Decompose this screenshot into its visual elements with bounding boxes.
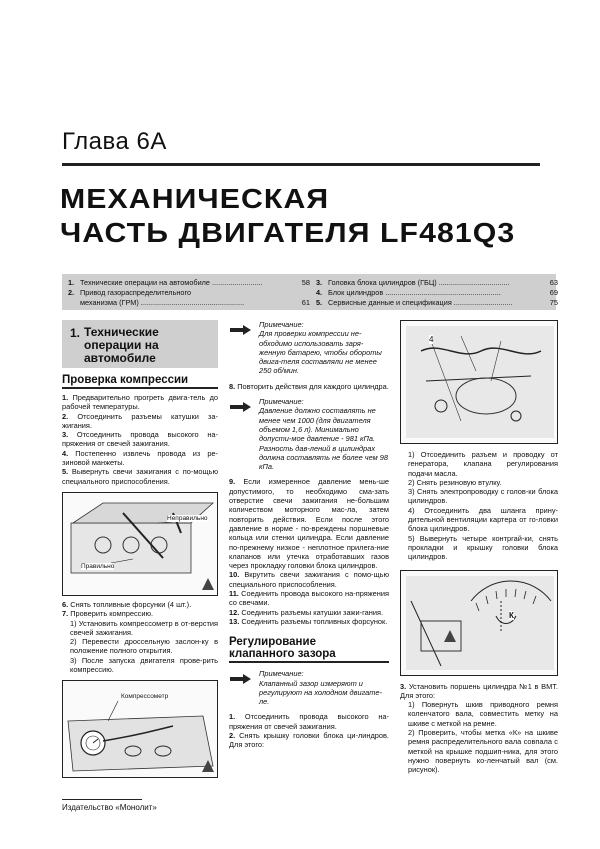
toc-text: Привод газораспределительного	[80, 288, 192, 297]
heading-line: клапанного зазора	[229, 648, 336, 661]
sub-step: 1) Установить компрессометр в от-верстия свечей зажигания.	[70, 618, 218, 637]
chapter-label: Глава 6А	[62, 128, 167, 155]
sub-step: 2) Снять резиновую втулку.	[408, 477, 502, 487]
page-title	[60, 182, 515, 250]
section-title	[84, 326, 159, 365]
toc-page: 69	[549, 288, 558, 297]
list-item: 2. Отсоединить разъемы катушки за-жигания.	[62, 411, 218, 430]
title-line-2: ЧАСТЬ ДВИГАТЕЛЯ LF481Q3	[60, 217, 516, 248]
note-label: Примечание:	[259, 397, 304, 407]
figure-cylinder-head-cover	[400, 320, 558, 444]
list-item: 1. Отсоединить провода высокого на-пряжения от свечей зажигания.	[229, 712, 389, 731]
heading-line: Регулирование	[229, 636, 316, 649]
sub-step: 1) Повернуть шкив приводного ремня коленчатого вала, совместить метку на шкиве с меткой на ремне.	[408, 700, 558, 728]
list-item: 10. Вкрутить свечи зажигания с помо-щью специального приспособления.	[229, 570, 389, 589]
toc-num: 2.	[68, 288, 75, 297]
note-block	[229, 669, 389, 706]
toc-page: 63	[549, 278, 558, 287]
note-text: Давление должно составлять не менее чем 1000 (для двигателя объемом 1,6 л). Минимально допусти-мое давление - 981 кПа. Разность дав-лений в цилиндрах должна составлять не более чем 98 кПа.	[259, 406, 388, 472]
table-of-contents	[62, 274, 556, 310]
toc-num: 3.	[316, 278, 323, 287]
note-label: Примечание:	[259, 669, 304, 679]
toc-num: 1.	[68, 278, 75, 287]
sub-step: 5) Вывернуть четыре контргай-ки, снять прокладки и крышку головки блока цилиндров.	[408, 533, 558, 562]
toc-item[interactable]	[68, 298, 310, 308]
title-line-1: МЕХАНИЧЕСКАЯ	[60, 183, 330, 214]
footer-publisher: Издательство «Монолит»	[62, 803, 157, 812]
toc-text: Технические операции на автомобиле .........................	[80, 278, 263, 287]
pointing-hand-icon	[229, 322, 253, 338]
note-text: Для проверки компрессии не-обходимо использовать заря-женную батарею, чтобы обороты двига-теля составляли не менее 250 об/мин.	[259, 329, 382, 376]
list-item: 9. Если измеренное давление мень-ше допустимого, то необходимо сма-зать отверстие свечи зажигания не-большим количеством моторного мас-ла, затем повторить действия. Если после этого давление в норме - по-вреждены поршневые кольца или стенки цилиндра. Если давление по-прежнему низкое - неплотное прилега-ние клапанов или утечка отработавших газов через прокладку головки блока цилиндров.	[229, 477, 389, 571]
engine-wiring-illustration	[401, 321, 558, 443]
toc-item[interactable]	[68, 288, 310, 298]
toc-item[interactable]	[316, 298, 558, 308]
column-3	[400, 320, 558, 775]
section-title-line: автомобиле	[84, 351, 156, 365]
toc-text: Головка блока цилиндров (ГБЦ) ...................................	[328, 278, 510, 287]
sub-step: 3) После запуска двигателя прове-рить компрессию.	[70, 655, 218, 675]
column-2	[229, 320, 389, 750]
toc-item[interactable]	[316, 288, 558, 298]
toc-text: механизма (ГРМ) ...................................................	[80, 298, 245, 307]
list-item: 5. Вывернуть свечи зажигания с по-мощью специального приспособления.	[62, 467, 218, 486]
column-1	[62, 320, 218, 778]
engine-illustration	[63, 493, 218, 595]
note-text: Клапанный зазор измеряют и регулируют на холодном двигате-ле.	[259, 678, 382, 707]
timing-mark-illustration	[401, 571, 558, 675]
list-item: 12. Соединить разъемы катушки зажи-гания.	[229, 607, 384, 617]
warning-triangle-icon	[201, 759, 215, 773]
sub-step: 2) Проверить, чтобы метка «К» на шкиве ремня распределительного вала совпала с меткой на крышке подшип-ника, для этого нужно повернуть ко-ленчатый вал (см. рисунок).	[408, 728, 558, 775]
sub-step: 3) Снять электропроводку с голов-ки блока цилиндров.	[408, 487, 558, 506]
section-title-line: операции на	[84, 338, 159, 352]
warning-triangle-icon	[201, 577, 215, 591]
note-label: Примечание:	[259, 320, 304, 329]
list-item: 6. Снять топливные форсунки (4 шт.).	[62, 599, 192, 609]
list-item: 3. Установить поршень цилиндра №1 в ВМТ. Для этого:	[400, 681, 558, 700]
figure-timing-mark	[400, 570, 558, 676]
toc-text: Блок цилиндров .........................................................	[328, 288, 501, 297]
toc-text: Сервисные данные и спецификация .............................	[328, 298, 513, 307]
sub-step: 4) Отсоединить два шланга прину-дительной вентиляции картера от го-ловки блока цилиндров.	[408, 505, 558, 534]
figure-label-right: Правильно	[81, 562, 115, 570]
subsection-heading	[229, 636, 389, 663]
figure-label-compressometer: Компрессометр	[121, 693, 169, 701]
note-block	[229, 320, 389, 376]
figure-spark-plug	[62, 492, 218, 596]
toc-page: 58	[301, 278, 310, 287]
toc-left-column	[68, 278, 310, 308]
pointing-hand-icon	[229, 399, 253, 415]
sub-step: 2) Перевести дроссельную заслон-ку в положение полного открытия.	[70, 637, 218, 656]
toc-page: 75	[549, 298, 558, 307]
footer-rule	[62, 799, 142, 800]
note-block	[229, 397, 389, 471]
figure-compressometer	[62, 680, 218, 778]
list-item: 4. Постепенно извлечь провода из ре-зиновой манжеты.	[62, 448, 218, 468]
toc-num: 4.	[316, 288, 323, 297]
list-item: 2. Снять крышку головки блока ци-линдров. Для этого:	[229, 730, 389, 750]
toc-page: 61	[301, 298, 310, 307]
list-item: 7. Проверить компрессию.	[62, 609, 154, 619]
warning-triangle-icon	[443, 629, 457, 643]
chapter-rule	[62, 163, 540, 166]
list-item: 13. Соединить разъемы топливных форсунок.	[229, 616, 388, 626]
figure-callout-number: 4	[429, 335, 434, 344]
list-item: 11. Соединить провода высокого на-пряжения со свечами.	[229, 589, 389, 608]
sub-step: 1) Отсоединить разъем и проводку от генератора, клапана регулирования подачи масла.	[408, 450, 558, 478]
section-number: 1.	[70, 326, 81, 340]
toc-page	[296, 288, 310, 298]
toc-right-column	[316, 278, 558, 308]
list-item: 8. Повторить действия для каждого цилиндра.	[229, 381, 389, 391]
figure-label-wrong: Неправильно	[167, 514, 208, 522]
toc-num: 5.	[316, 298, 323, 307]
pointing-hand-icon	[229, 671, 253, 687]
toc-item[interactable]	[68, 278, 310, 288]
subsection-heading: Проверка компрессии	[62, 374, 218, 389]
list-item: 1. Предварительно прогреть двига-тель до рабочей температуры.	[62, 393, 218, 412]
toc-num	[68, 298, 80, 308]
figure-label-k: К	[509, 610, 514, 620]
section-title-box	[62, 320, 218, 368]
section-title-line: Технические	[84, 325, 159, 339]
toc-item[interactable]	[316, 278, 558, 288]
list-item: 3. Отсоединить провода высокого на-пряжения от свечей зажигания.	[62, 430, 218, 449]
